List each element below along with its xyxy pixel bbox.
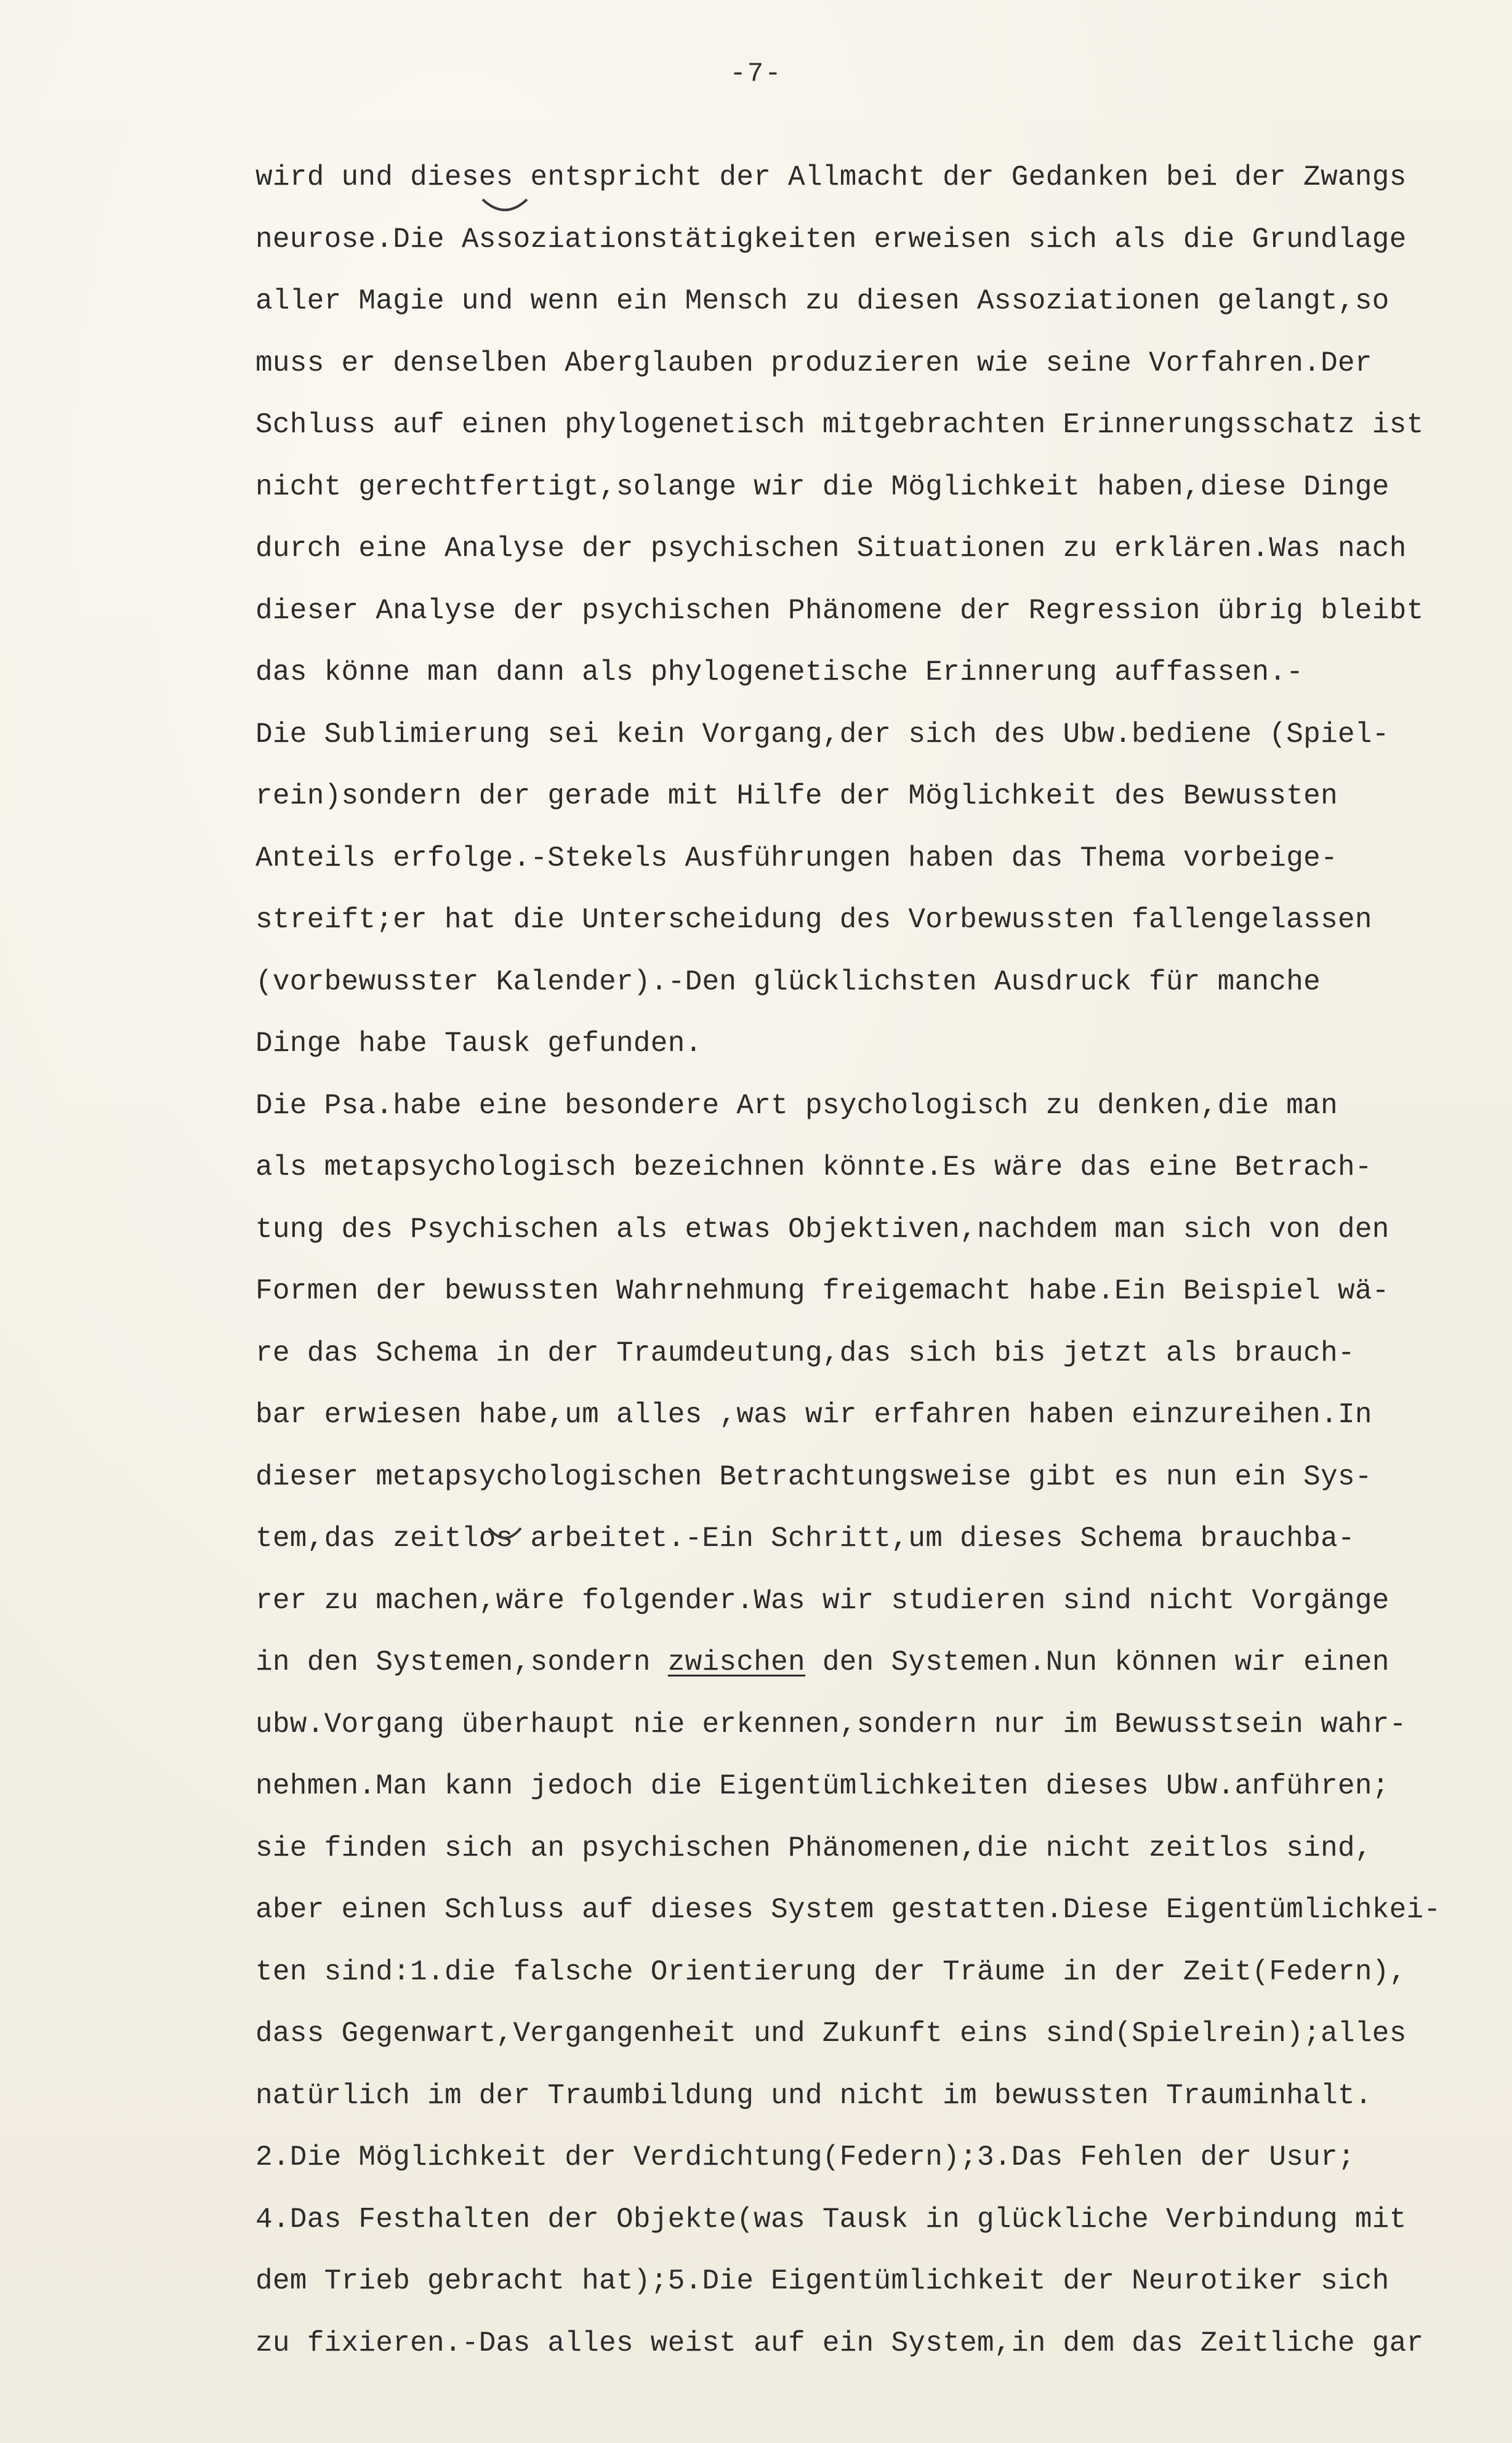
text-line: muss er denselben Aberglauben produzieren wie seine Vorfahren.Der <box>255 347 1372 379</box>
text-line: Formen der bewussten Wahrnehmung freigemacht habe.Ein Beispiel wä- <box>255 1275 1389 1307</box>
text-line: durch eine Analyse der psychischen Situationen zu erklären.Was nach <box>255 533 1407 565</box>
text-line: dieser Analyse der psychischen Phänomene der Regression übrig bleibt <box>255 594 1424 627</box>
text-line: als metapsychologisch bezeichnen könnte.Es wäre das eine Betrach- <box>255 1151 1372 1183</box>
correction-mark-icon <box>486 1526 523 1547</box>
text-line-with-underline <box>255 1644 1499 1706</box>
page-number: -7- <box>730 58 782 89</box>
text-line: dieser metapsychologischen Betrachtungsweise gibt es nun ein Sys- <box>255 1460 1372 1493</box>
text-line: natürlich im der Traumbildung und nicht im bewussten Trauminhalt. <box>255 2079 1372 2112</box>
text-line: wird und dieses entspricht der Allmacht der Gedanken bei der Zwangs <box>255 161 1407 193</box>
text-line: aller Magie und wenn ein Mensch zu diesen Assoziationen gelangt,so <box>255 285 1389 317</box>
line-segment: in den Systemen,sondern <box>255 1646 668 1678</box>
text-line: (vorbewusster Kalender).-Den glücklichsten Ausdruck für manche <box>255 965 1321 998</box>
body-text <box>255 159 1499 2386</box>
text-line: das könne man dann als phylogenetische Erinnerung auffassen.- <box>255 656 1304 688</box>
text-line: dem Trieb gebracht hat);5.Die Eigentümlichkeit der Neurotiker sich <box>255 2265 1389 2297</box>
text-line: neurose.Die Assoziationstätigkeiten erweisen sich als die Grundlage <box>255 223 1407 256</box>
text-line: Die Sublimierung sei kein Vorgang,der sich des Ubw.bediene (Spiel- <box>255 718 1389 751</box>
text-line: dass Gegenwart,Vergangenheit und Zukunft eins sind(Spielrein);alles <box>255 2018 1407 2050</box>
text-line: bar erwiesen habe,um alles ,was wir erfahren haben einzureihen.In <box>255 1399 1372 1431</box>
text-line: 4.Das Festhalten der Objekte(was Tausk in glückliche Verbindung mit <box>255 2203 1407 2236</box>
text-line: rein)sondern der gerade mit Hilfe der Möglichkeit des Bewussten <box>255 780 1338 812</box>
text-line: ubw.Vorgang überhaupt nie erkennen,sondern nur im Bewusstsein wahr- <box>255 1708 1407 1741</box>
text-line: re das Schema in der Traumdeutung,das sich bis jetzt als brauch- <box>255 1337 1355 1369</box>
text-line: ten sind:1.die falsche Orientierung der Träume in der Zeit(Federn), <box>255 1955 1407 1988</box>
correction-mark-icon <box>480 196 529 220</box>
text-line: zu fixieren.-Das alles weist auf ein System,in dem das Zeitliche gar <box>255 2327 1424 2359</box>
text-line: Die Psa.habe eine besondere Art psychologisch zu denken,die man <box>255 1089 1338 1122</box>
text-line: rer zu machen,wäre folgender.Was wir studieren sind nicht Vorgänge <box>255 1584 1389 1617</box>
text-line: aber einen Schluss auf dieses System gestatten.Diese Eigentümlichkei- <box>255 1894 1441 1926</box>
text-line: sie finden sich an psychischen Phänomenen,die nicht zeitlos sind, <box>255 1832 1372 1864</box>
text-line: tem,das zeitlos arbeitet.-Ein Schritt,um dieses Schema brauchba- <box>255 1523 1355 1555</box>
line-segment: den Systemen.Nun können wir einen <box>805 1646 1389 1678</box>
underlined-word: zwischen <box>667 1646 805 1678</box>
text-line: tung des Psychischen als etwas Objektiven,nachdem man sich von den <box>255 1213 1389 1246</box>
text-line: 2.Die Möglichkeit der Verdichtung(Federn);3.Das Fehlen der Usur; <box>255 2141 1355 2173</box>
text-line: streift;er hat die Unterscheidung des Vorbewussten fallengelassen <box>255 904 1372 936</box>
text-line: Dinge habe Tausk gefunden. <box>255 1028 702 1060</box>
text-line: Anteils erfolge.-Stekels Ausführungen haben das Thema vorbeige- <box>255 842 1338 874</box>
text-line: nicht gerechtfertigt,solange wir die Möglichkeit haben,diese Dinge <box>255 470 1389 503</box>
text-line: Schluss auf einen phylogenetisch mitgebrachten Erinnerungsschatz ist <box>255 409 1424 441</box>
text-line: nehmen.Man kann jedoch die Eigentümlichkeiten dieses Ubw.anführen; <box>255 1770 1389 1802</box>
